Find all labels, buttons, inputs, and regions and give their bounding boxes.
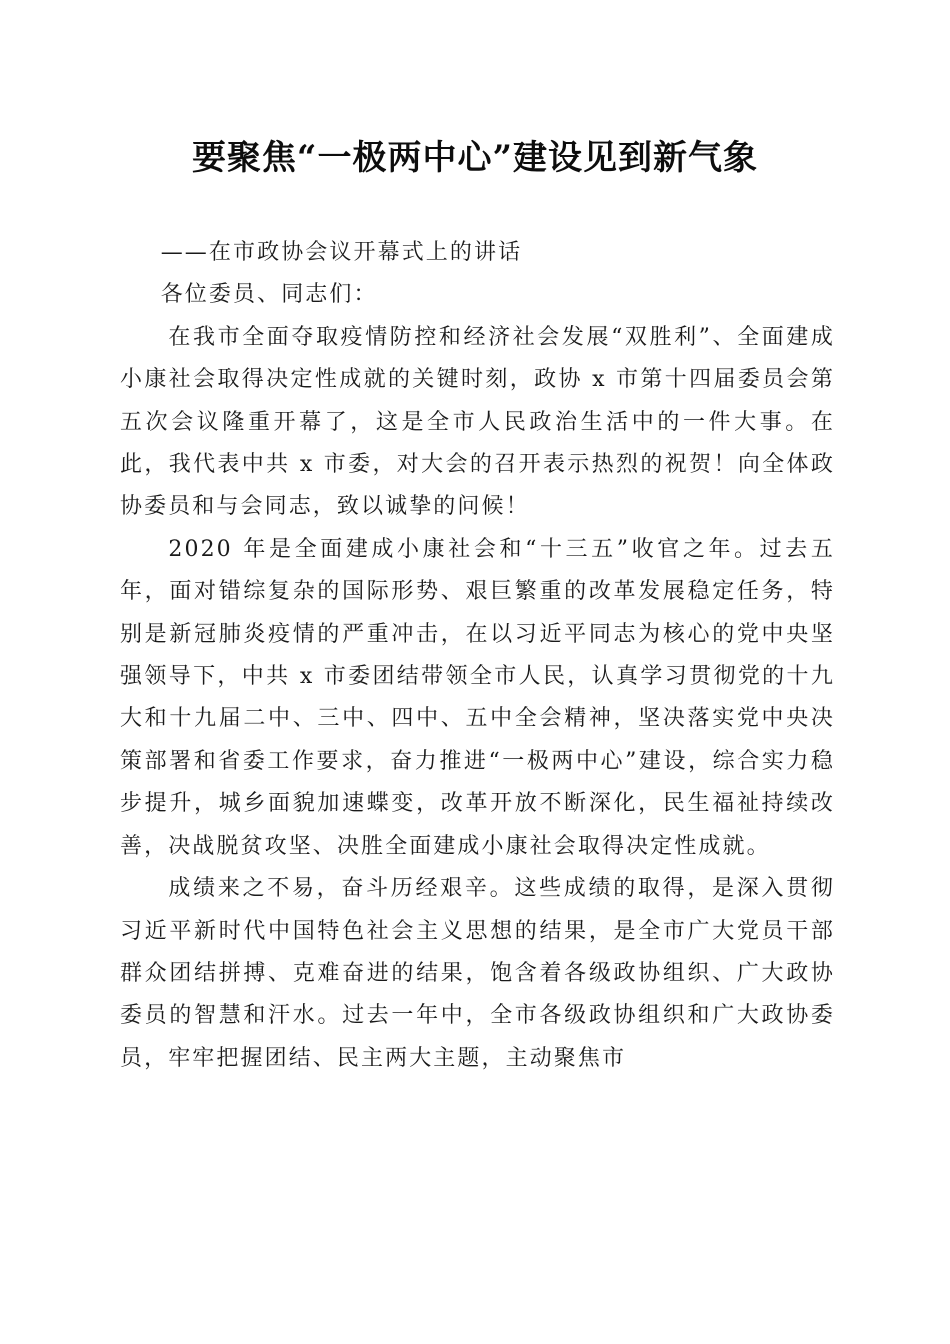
document-subtitle: ——在市政协会议开幕式上的讲话 <box>160 240 523 265</box>
document-body <box>120 232 835 1080</box>
paragraph: 成绩来之不易，奋斗历经艰辛。这些成绩的取得，是深入贯彻习近平新时代中国特色社会主义思想的结果，是全市广大党员干部群众团结拼搏、克难奋进的结果，饱含着各级政协组织、广大政协委员的智慧和汗水。过去一年中，全市各级政协组织和广大政协委员，牢牢把握团结、民主两大主题，主动聚焦市 <box>120 876 835 1071</box>
paragraph: 2020 年是全面建成小康社会和“十三五”收官之年。过去五年，面对错综复杂的国际形势、艰巨繁重的改革发展稳定任务，特别是新冠肺炎疫情的严重冲击，在以习近平同志为核心的党中央坚强领导下，中共 x 市委团结带领全市人民，认真学习贯彻党的十九大和十九届二中、三中、四中、五中全会精神，坚决落实党中央决策部署和省委工作要求，奋力推进“一极两中心”建设，综合实力稳步提升，城乡面貌加速蝶变，改革开放不断深化，民生福祉持续改善，决战脱贫攻坚、决胜全面建成小康社会取得决定性成就。 <box>120 536 835 859</box>
paragraph: 在我市全面夺取疫情防控和经济社会发展“双胜利”、全面建成小康社会取得决定性成就的关键时刻，政协 x 市第十四届委员会第五次会议隆重开幕了，这是全市人民政治生活中的一件大事。在此，我代表中共 x 市委，对大会的召开表示热烈的祝贺！向全体政协委员和与会同志，致以诚挚的问候！ <box>120 324 835 520</box>
document-title: 要聚焦“一极两中心”建设见到新气象 <box>191 138 759 178</box>
salutation: 各位委员、同志们： <box>160 282 378 308</box>
